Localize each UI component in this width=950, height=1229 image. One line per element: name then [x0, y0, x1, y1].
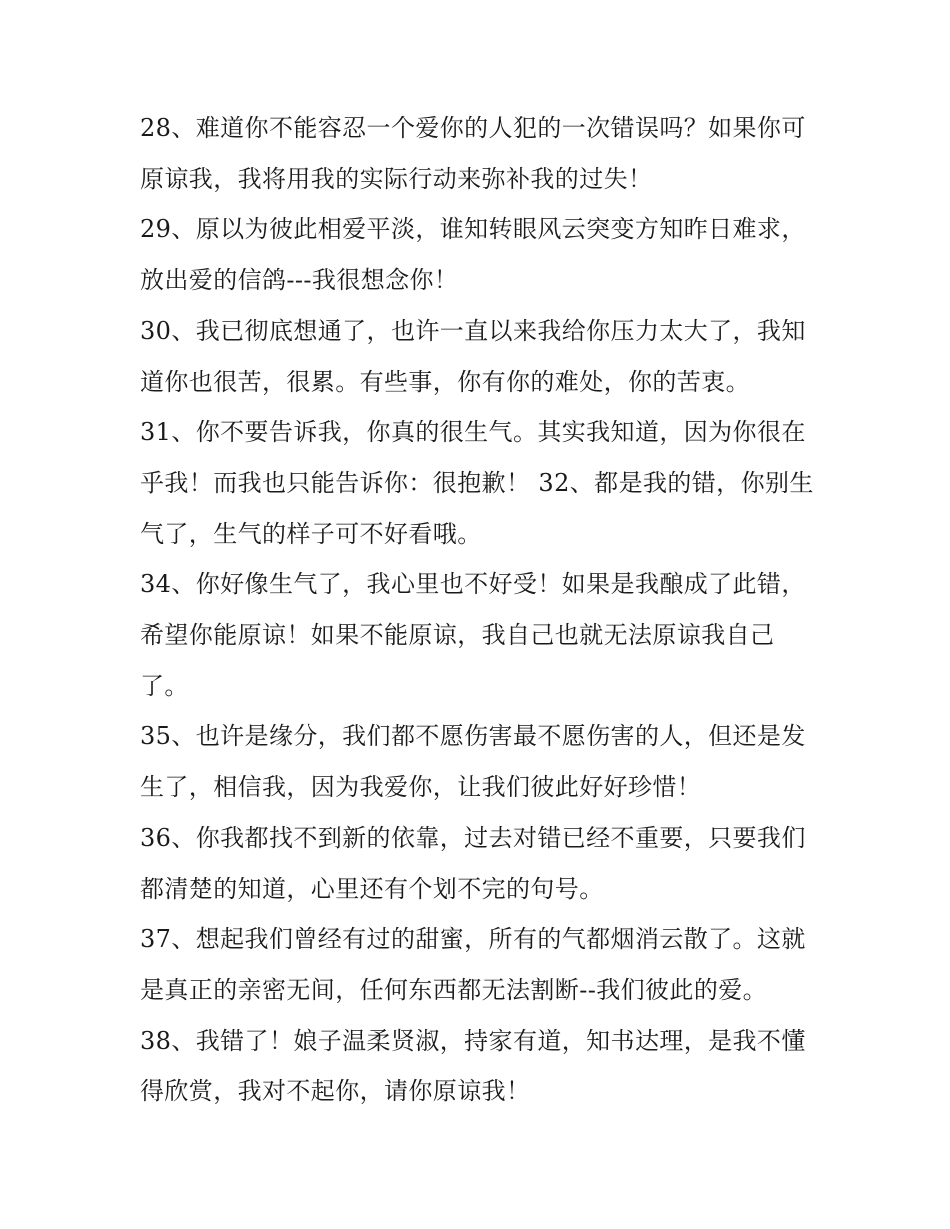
paragraph-31: 31、你不要告诉我，你真的很生气。其实我知道，因为你很在乎我！而我也只能告诉你：很抱歉！ 32、都是我的错，你别生气了，生气的样子可不好看哦。 [140, 418, 814, 548]
paragraph-34: 34、你好像生气了，我心里也不好受！如果是我酿成了此错，希望你能原谅！如果不能原谅，我自己也就无法原谅我自己了。 [140, 570, 806, 700]
paragraph-30: 30、我已彻底想通了，也许一直以来我给你压力太大了，我知道你也很苦，很累。有些事，你有你的难处，你的苦衷。 [140, 316, 806, 396]
paragraph-36: 36、你我都找不到新的依靠，过去对错已经不重要，只要我们都清楚的知道，心里还有个划不完的句号。 [140, 823, 806, 903]
paragraph-28: 28、难道你不能容忍一个爱你的人犯的一次错误吗？如果你可原谅我，我将用我的实际行动来弥补我的过失！ [140, 114, 806, 193]
paragraph-37: 37、想起我们曾经有过的甜蜜，所有的气都烟消云散了。这就是真正的亲密无间，任何东西都无法割断--我们彼此的爱。 [140, 925, 806, 1004]
document-body [140, 103, 820, 1117]
paragraph-29: 29、原以为彼此相爱平淡，谁知转眼风云突变方知昨日难求，放出爱的信鸽---我很想念你！ [140, 215, 806, 295]
paragraph-38: 38、我错了！娘子温柔贤淑，持家有道，知书达理，是我不懂得欣赏，我对不起你，请你原谅我！ [140, 1026, 806, 1106]
paragraph-35: 35、也许是缘分，我们都不愿伤害最不愿伤害的人，但还是发生了，相信我，因为我爱你，让我们彼此好好珍惜！ [140, 722, 806, 802]
